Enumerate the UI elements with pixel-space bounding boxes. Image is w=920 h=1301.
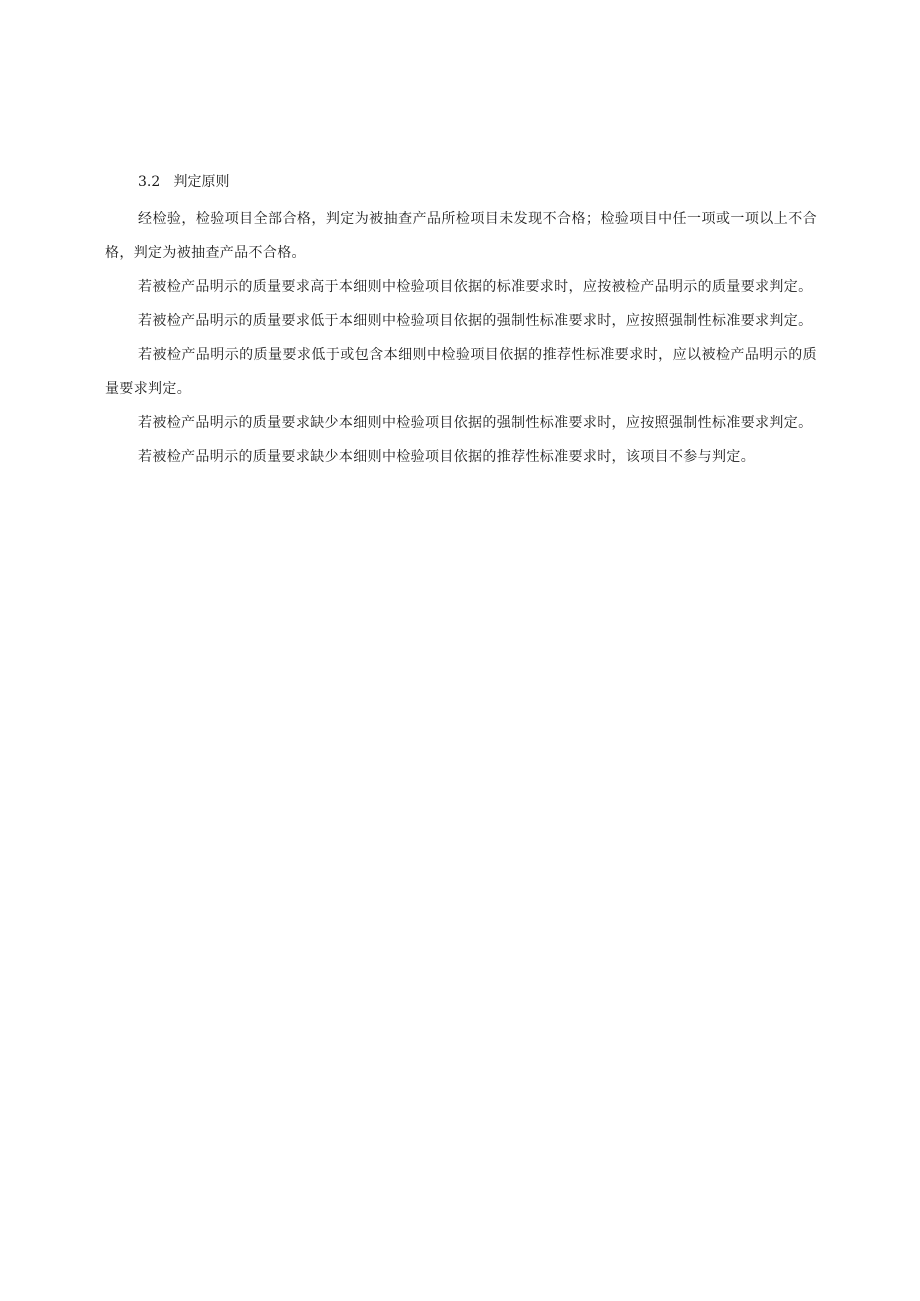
- section-heading: [105, 168, 817, 196]
- paragraph-missing-recommended: 若被检产品明示的质量要求缺少本细则中检验项目依据的推荐性标准要求时，该项目不参与判定。: [138, 449, 756, 465]
- paragraph-missing-mandatory: 若被检产品明示的质量要求缺少本细则中检验项目依据的强制性标准要求时，应按照强制性标准要求判定。: [138, 415, 813, 431]
- paragraph-lower-than-mandatory: 若被检产品明示的质量要求低于本细则中检验项目依据的强制性标准要求时，应按照强制性标准要求判定。: [138, 313, 813, 329]
- paragraph-lower-than-recommended: 若被检产品明示的质量要求低于或包含本细则中检验项目依据的推荐性标准要求时，应以被检产品明示的质量要求判定。: [105, 347, 817, 397]
- section-number: 3.2: [138, 174, 161, 190]
- paragraph-higher-requirement: 若被检产品明示的质量要求高于本细则中检验项目依据的标准要求时，应按被检产品明示的质量要求判定。: [138, 279, 813, 295]
- paragraph-overall-rule: 经检验，检验项目全部合格，判定为被抽查产品所检项目未发现不合格；检验项目中任一项或一项以上不合格，判定为被抽查产品不合格。: [105, 211, 817, 261]
- section-title: 判定原则: [173, 174, 230, 190]
- document-page: [105, 168, 817, 474]
